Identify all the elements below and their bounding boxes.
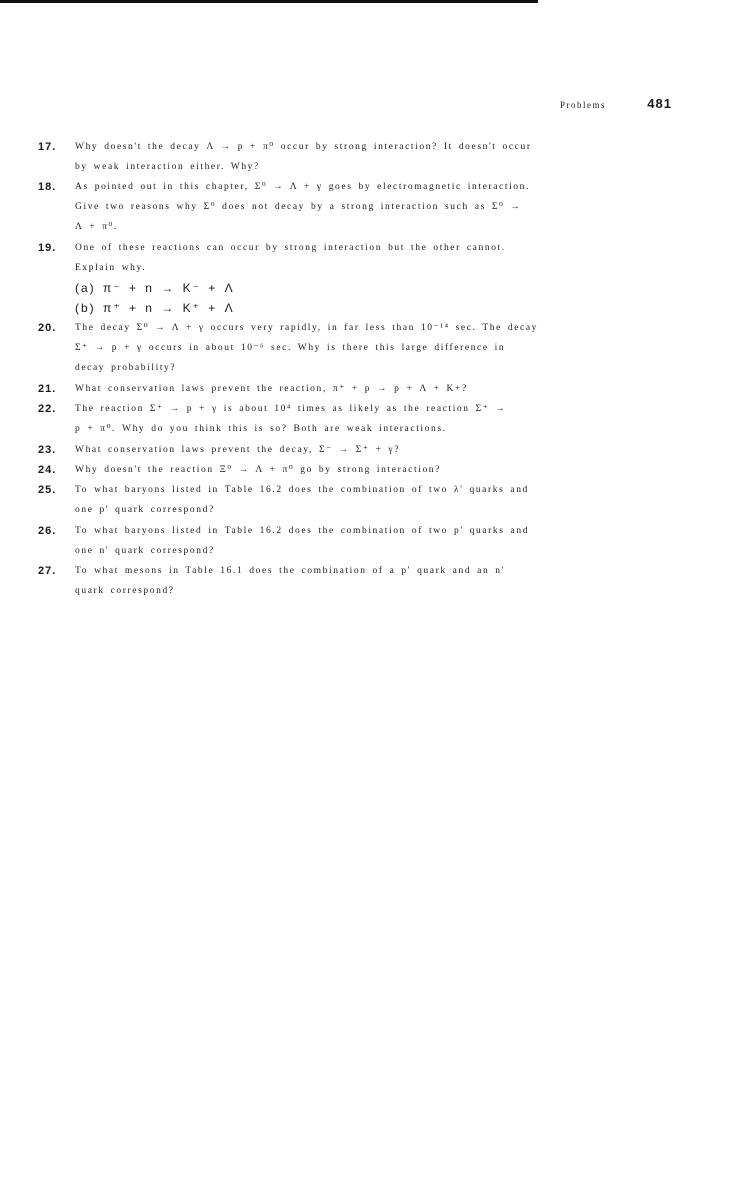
problem-line: As pointed out in this chapter, Σ⁰ → Λ + γ goes by electromagnetic interaction.	[75, 182, 530, 192]
problem-18	[38, 177, 628, 237]
problem-number: 17.	[38, 141, 57, 153]
problem-line: one n' quark correspond?	[75, 546, 215, 556]
problem-line: decay probability?	[75, 363, 177, 373]
page-number: 481	[647, 96, 672, 111]
problem-24	[38, 460, 628, 480]
problem-line: One of these reactions can occur by strong interaction but the other cannot.	[75, 243, 506, 253]
problem-text	[75, 561, 628, 601]
problem-line: To what baryons listed in Table 16.2 does the combination of two p' quarks and	[75, 526, 530, 536]
problem-text	[75, 238, 628, 318]
problem-number: 20.	[38, 322, 57, 334]
problem-number: 22.	[38, 403, 57, 415]
problem-number: 25.	[38, 484, 57, 496]
problem-text	[75, 521, 628, 561]
problem-number: 26.	[38, 525, 57, 537]
problem-line: The reaction Σ⁺ → p + γ is about 10⁴ times as likely as the reaction Σ⁺ →	[75, 404, 507, 414]
problem-26	[38, 521, 628, 561]
problem-text	[75, 460, 628, 480]
problem-line: Σ⁺ → p + γ occurs in about 10⁻⁶ sec. Why is there this large difference in	[75, 343, 506, 353]
problem-23	[38, 440, 628, 460]
problem-text	[75, 177, 628, 237]
problem-19	[38, 238, 628, 318]
problem-22	[38, 399, 628, 439]
problem-line: The decay Σ⁰ → Λ + γ occurs very rapidly, in far less than 10⁻¹⁴ sec. The decay	[75, 323, 539, 333]
problem-number: 18.	[38, 181, 57, 193]
top-rule	[0, 0, 538, 3]
problem-text	[75, 440, 628, 460]
problem-text	[75, 318, 628, 378]
problem-line: by weak interaction either. Why?	[75, 162, 260, 172]
reaction-a: (a) π⁻ + n → K⁻ + Λ	[75, 281, 235, 295]
reaction-b: (b) π⁺ + n → K⁺ + Λ	[75, 301, 235, 315]
problem-number: 21.	[38, 383, 57, 395]
problem-line: Why doesn't the decay Λ → p + π⁰ occur by strong interaction? It doesn't occur	[75, 142, 532, 152]
problem-text	[75, 399, 628, 439]
problem-line: To what mesons in Table 16.1 does the combination of a p' quark and an n'	[75, 566, 505, 576]
running-head	[560, 96, 672, 111]
problem-line: Give two reasons why Σ⁰ does not decay by a strong interaction such as Σ⁰ →	[75, 202, 522, 212]
problem-line: What conservation laws prevent the decay, Σ⁻ → Σ⁺ + γ?	[75, 445, 401, 455]
problem-21	[38, 379, 628, 399]
problem-line: Λ + π⁰.	[75, 222, 118, 232]
problem-line: quark correspond?	[75, 586, 175, 596]
problem-20	[38, 318, 628, 378]
problem-line: Why doesn't the reaction Ξ⁰ → Λ + π⁰ go by strong interaction?	[75, 465, 441, 475]
problem-number: 27.	[38, 565, 57, 577]
problem-27	[38, 561, 628, 601]
problem-line: Explain why.	[75, 263, 147, 273]
problem-text	[75, 379, 628, 399]
problem-number: 24.	[38, 464, 57, 476]
problem-line: To what baryons listed in Table 16.2 does the combination of two λ' quarks and	[75, 485, 529, 495]
problem-line: p + π⁰. Why do you think this is so? Both are weak interactions.	[75, 424, 447, 434]
problem-text	[75, 137, 628, 177]
problem-25	[38, 480, 628, 520]
problem-line: one p' quark correspond?	[75, 505, 215, 515]
problem-line: What conservation laws prevent the reaction, π⁺ + p → p + Λ + K+?	[75, 384, 468, 394]
problem-number: 19.	[38, 242, 57, 254]
problem-17	[38, 137, 628, 177]
problem-number: 23.	[38, 444, 57, 456]
problem-text	[75, 480, 628, 520]
section-name: Problems	[560, 100, 607, 110]
